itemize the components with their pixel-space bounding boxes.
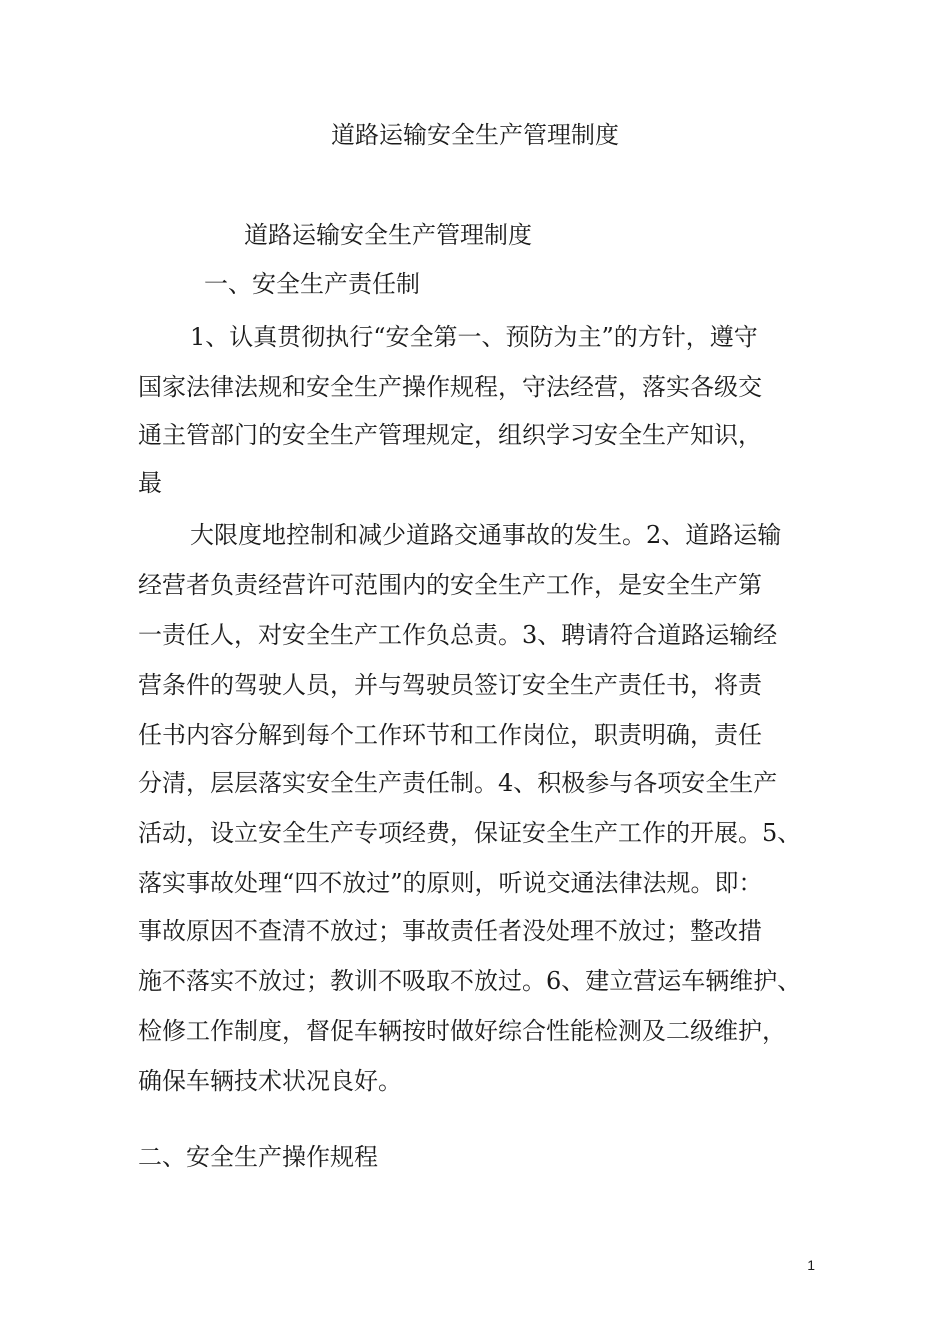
- body-line: 国家法律法规和安全生产操作规程，守法经营，落实各级交: [138, 373, 762, 401]
- body-line: 一责任人，对安全生产工作负总责。3、聘请符合道路运输经: [138, 621, 778, 649]
- body-line: 任书内容分解到每个工作环节和工作岗位，职责明确，责任: [138, 721, 762, 749]
- body-line: 检修工作制度，督促车辆按时做好综合性能检测及二级维护，: [138, 1017, 786, 1045]
- body-line: 经营者负责经营许可范围内的安全生产工作，是安全生产第: [138, 571, 762, 599]
- section-heading-2: 二、安全生产操作规程: [138, 1143, 378, 1171]
- document-title: 道路运输安全生产管理制度: [331, 121, 619, 149]
- body-line: 施不落实不放过；教训不吸取不放过。6、建立营运车辆维护、: [138, 967, 802, 995]
- body-line: 1、认真贯彻执行“安全第一、预防为主”的方针，遵守: [190, 323, 758, 351]
- body-line: 分清，层层落实安全生产责任制。4、积极参与各项安全生产: [138, 769, 778, 797]
- section-heading-1: 一、安全生产责任制: [204, 270, 420, 298]
- body-line: 通主管部门的安全生产管理规定，组织学习安全生产知识，: [138, 421, 762, 449]
- body-line: 落实事故处理“四不放过”的原则，听说交通法律法规。即：: [138, 869, 763, 897]
- body-line: 营条件的驾驶人员，并与驾驶员签订安全生产责任书，将责: [138, 671, 762, 699]
- body-line: 活动，设立安全生产专项经费，保证安全生产工作的开展。5、: [138, 819, 802, 847]
- page-number: 1: [807, 1257, 815, 1273]
- body-line: 确保车辆技术状况良好。: [138, 1067, 402, 1095]
- body-line: 大限度地控制和减少道路交通事故的发生。2、道路运输: [190, 521, 782, 549]
- document-subtitle: 道路运输安全生产管理制度: [244, 221, 532, 249]
- body-line: 事故原因不查清不放过；事故责任者没处理不放过；整改措: [138, 917, 762, 945]
- body-line: 最: [138, 469, 162, 497]
